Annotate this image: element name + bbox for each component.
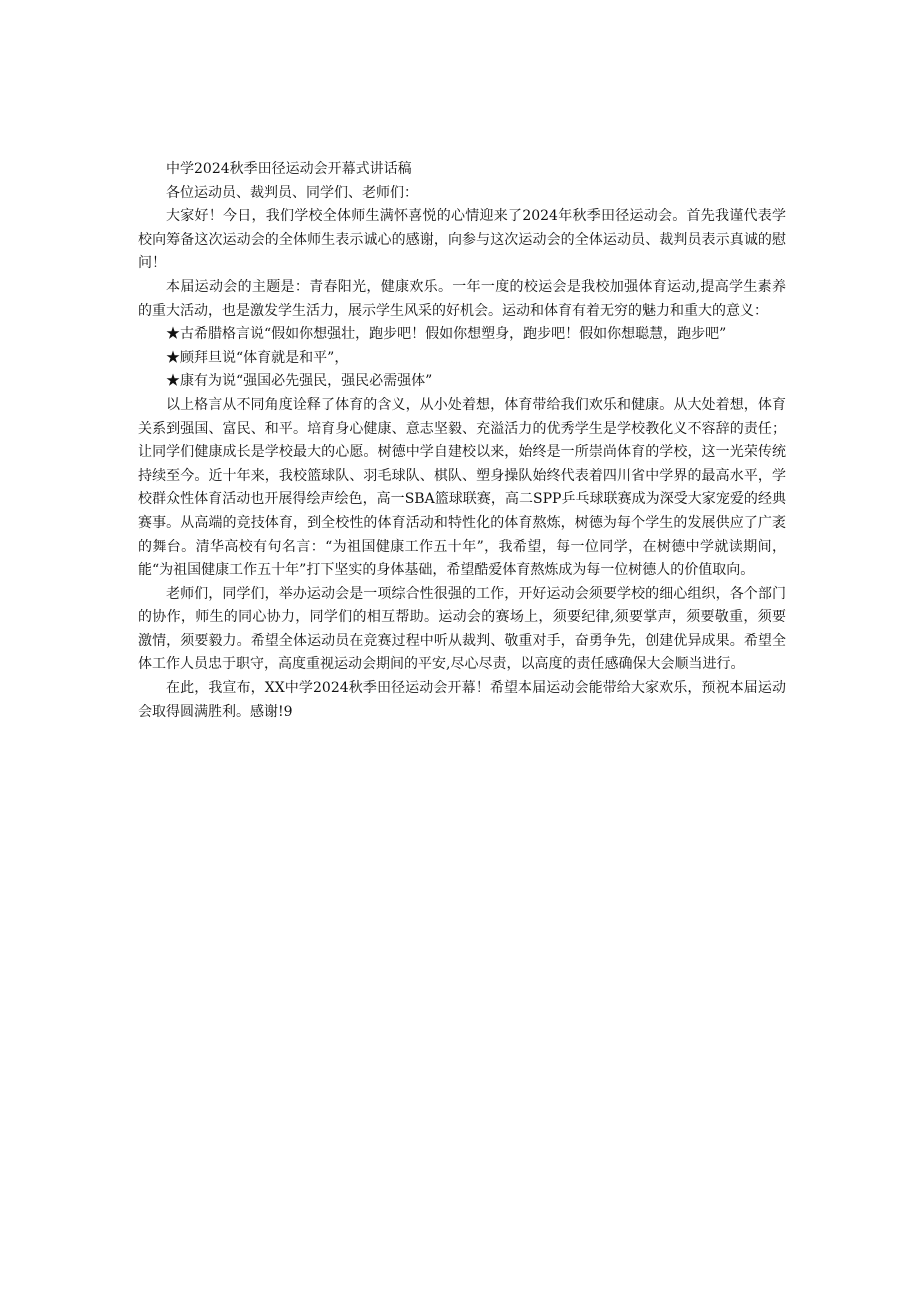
quote-coubertin: ★顾拜旦说“体育就是和平”，	[166, 349, 349, 366]
paragraph-theme: 本届运动会的主题是：青春阳光，健康欢乐。一年一度的校运会是我校加强体育运动,提高学生素养的重大活动，也是激发学生活力，展示学生风采的好机会。运动和体育有着无穷的魅力和重大的意义：	[138, 278, 786, 319]
document-body	[138, 158, 786, 724]
document-title: 中学2024秋季田径运动会开幕式讲话稿	[166, 161, 412, 177]
paragraph-greeting: 大家好！今日，我们学校全体师生满怀喜悦的心情迎来了2024年秋季田径运动会。首先我谨代表学校向筹备这次运动会的全体师生表示诚心的感谢，向参与这次运动会的全体运动员、裁判员表示真诚的慰问！	[138, 208, 786, 272]
quote-greek-maxim: ★古希腊格言说“假如你想强壮，跑步吧！假如你想塑身，跑步吧！假如你想聪慧，跑步吧”	[166, 326, 727, 343]
salutation: 各位运动员、裁判员、同学们、老师们：	[166, 184, 418, 201]
quote-kang-youwei: ★康有为说“强国必先强民，强民必需强体”	[166, 373, 433, 390]
paragraph-declaration: 在此，我宣布，XX中学2024秋季田径运动会开幕！希望本届运动会能带给大家欢乐，预祝本届运动会取得圆满胜利。感谢!9	[138, 680, 786, 720]
paragraph-meaning-of-sports: 以上格言从不同角度诠释了体育的含义，从小处着想，体育带给我们欢乐和健康。从大处着想，体育关系到强国、富民、和平。培育身心健康、意志坚毅、充溢活力的优秀学生是学校教化义不容辞的责任；让同学们健康成长是学校最大的心愿。树德中学自建校以来，始终是一所崇尚体育的学校，这一光荣传统持续至今。近十年来，我校篮球队、羽毛球队、棋队、塑身操队始终代表着四川省中学界的最高水平，学校群众性体育活动也开展得绘声绘色，高一SBA篮球联赛，高二SPP乒乓球联赛成为深受大家宠爱的经典赛事。从高端的竞技体育，到全校性的体育活动和特性化的体育熬炼，树德为每个学生的发展供应了广袤的舞台。清华高校有句名言：“为祖国健康工作五十年”，我希望，每一位同学，在树德中学就读期间，能“为祖国健康工作五十年”打下坚实的身体基础，希望酷爱体育熬炼成为每一位树德人的价值取向。	[138, 396, 786, 579]
paragraph-organization: 老师们，同学们，举办运动会是一项综合性很强的工作，开好运动会须要学校的细心组织，各个部门的协作，师生的同心协力，同学们的相互帮助。运动会的赛场上，须要纪律,须要掌声，须要敬重，须要激情，须要毅力。希望全体运动员在竞赛过程中听从裁判、敬重对手，奋勇争先，创建优异成果。希望全体工作人员忠于职守，高度重视运动会期间的平安,尽心尽责，以高度的责任感确保大会顺当进行。	[138, 585, 786, 673]
